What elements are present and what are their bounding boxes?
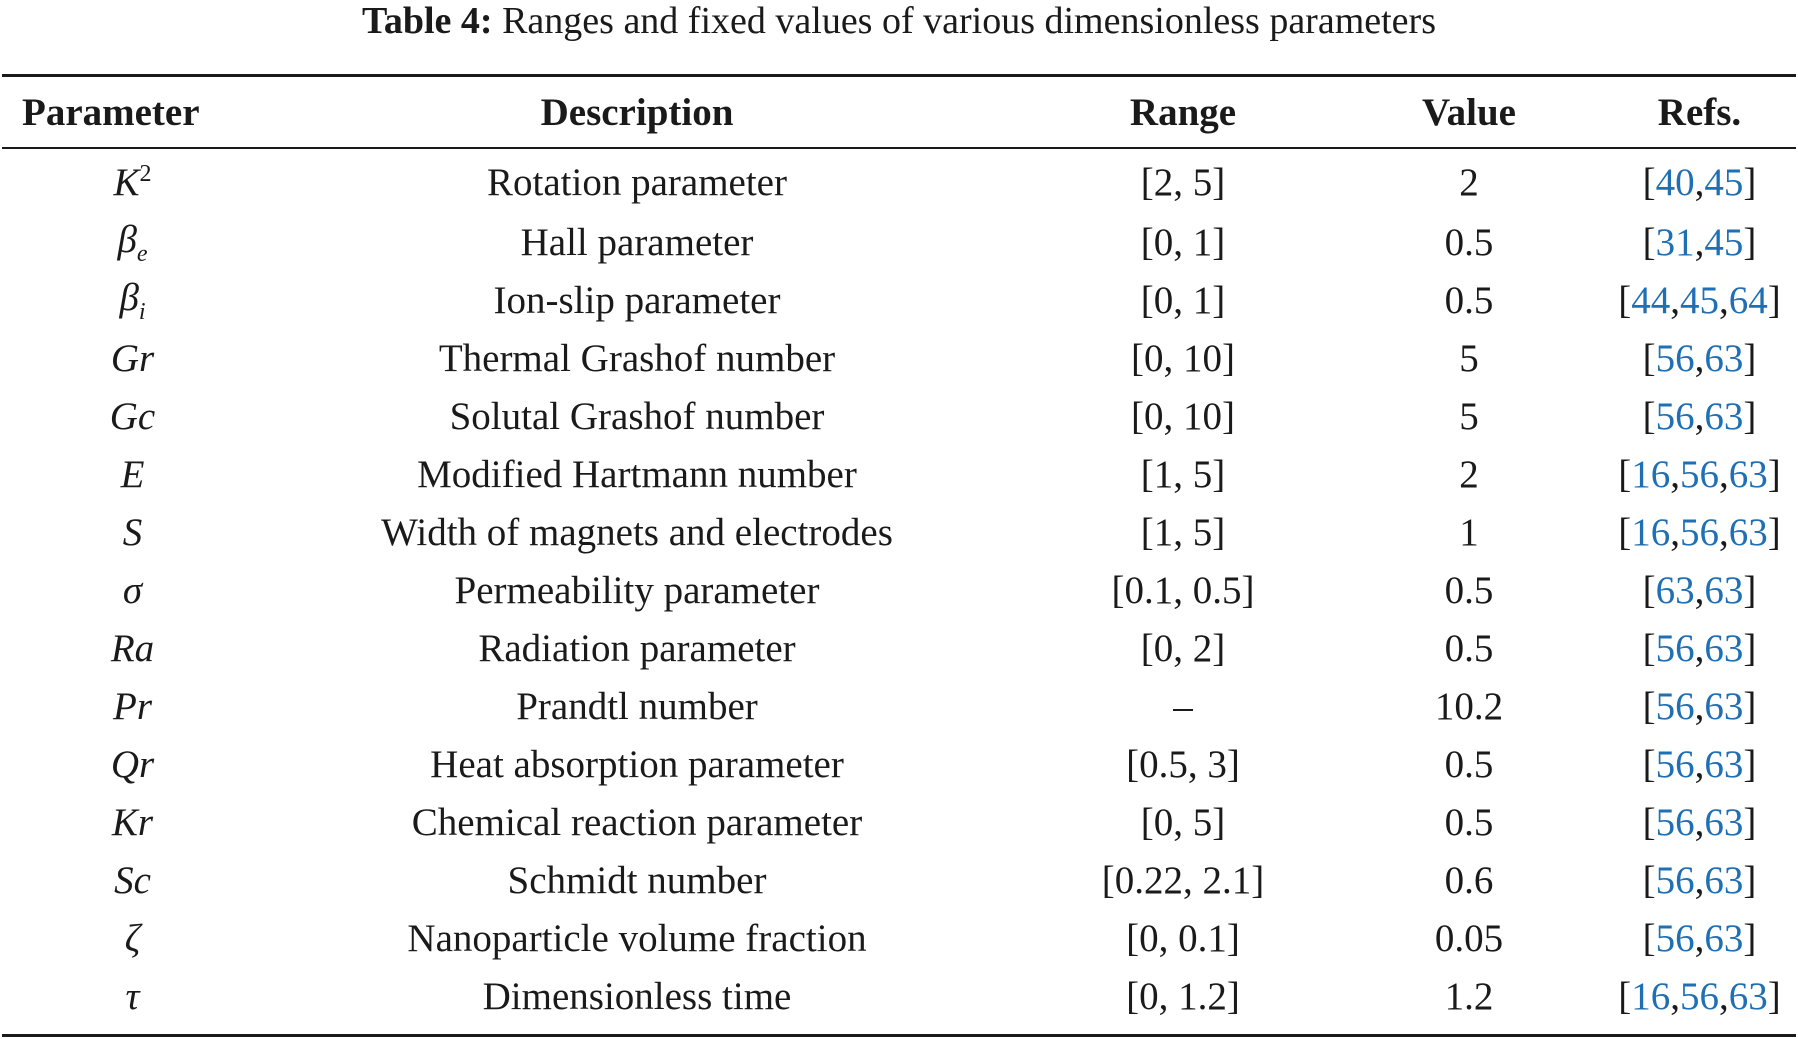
symbol-base: Kr: [111, 800, 154, 844]
citation-link[interactable]: 56: [1680, 974, 1719, 1018]
header-range: Range: [1129, 90, 1237, 134]
citation-link[interactable]: 31: [1655, 220, 1695, 264]
symbol-base: S: [122, 510, 143, 554]
citation-link[interactable]: 63: [1704, 684, 1744, 728]
value-cell: 0.05: [1434, 916, 1504, 960]
parameter-symbol: [2, 561, 263, 619]
citation-link[interactable]: 56: [1655, 742, 1695, 786]
range-cell: [2, 5]: [1140, 160, 1226, 204]
value-cell: 0.5: [1444, 742, 1494, 786]
range-cell: [0, 10]: [1131, 336, 1235, 380]
value-cell: 10.2: [1434, 684, 1504, 728]
range-cell: [0.5, 3]: [1126, 742, 1240, 786]
citation-link[interactable]: 56: [1680, 452, 1719, 496]
range-cell: –: [1173, 684, 1193, 728]
refs-cell: [56,63]: [1642, 742, 1757, 786]
range-cell: [0, 1]: [1140, 278, 1226, 322]
table-row: [2, 387, 1798, 445]
citation-link[interactable]: 63: [1704, 916, 1744, 960]
description-cell: Chemical reaction parameter: [411, 800, 863, 844]
citation-link[interactable]: 63: [1704, 800, 1744, 844]
symbol-base: E: [120, 452, 145, 496]
value-cell: 1: [1459, 510, 1479, 554]
symbol-base: Ra: [110, 626, 155, 670]
refs-cell: [40,45]: [1642, 160, 1757, 204]
symbol-base: Sc: [114, 858, 151, 902]
description-cell: Dimensionless time: [482, 974, 792, 1018]
citation-link[interactable]: 45: [1704, 160, 1744, 204]
table-row: [2, 677, 1798, 735]
refs-cell: [31,45]: [1642, 220, 1757, 264]
citation-link[interactable]: 63: [1655, 568, 1695, 612]
value-cell: 0.5: [1444, 626, 1494, 670]
caption-label: Table 4:: [362, 0, 493, 42]
refs-cell: [56,63]: [1642, 336, 1757, 380]
symbol-subscript: i: [138, 298, 146, 325]
refs-cell: [56,63]: [1642, 626, 1757, 670]
range-cell: [0.1, 0.5]: [1111, 568, 1255, 612]
parameter-symbol: [2, 677, 263, 735]
parameter-symbol: [2, 619, 263, 677]
table-row: [2, 967, 1798, 1025]
table-row: [2, 909, 1798, 967]
table-body: [2, 147, 1798, 1025]
header-description: Description: [540, 90, 734, 134]
value-cell: 2: [1459, 160, 1479, 204]
refs-cell: [16,56,63]: [1618, 510, 1781, 554]
symbol-base: β: [119, 275, 139, 319]
refs-cell: [16,56,63]: [1618, 452, 1781, 496]
value-cell: 1.2: [1444, 974, 1494, 1018]
value-cell: 5: [1459, 394, 1479, 438]
symbol-base: σ: [122, 568, 143, 612]
parameter-symbol: [2, 147, 263, 213]
range-cell: [0, 2]: [1140, 626, 1226, 670]
symbol-base: Gc: [109, 394, 156, 438]
citation-link[interactable]: 16: [1631, 974, 1671, 1018]
range-cell: [0, 5]: [1140, 800, 1226, 844]
header-refs: Refs.: [1657, 90, 1742, 134]
table-row: [2, 147, 1798, 213]
header-row: [2, 77, 1798, 147]
symbol-base: Qr: [110, 742, 155, 786]
citation-link[interactable]: 56: [1655, 858, 1695, 902]
citation-link[interactable]: 45: [1704, 220, 1744, 264]
citation-link[interactable]: 56: [1655, 626, 1695, 670]
parameter-symbol: [2, 851, 263, 909]
citation-link[interactable]: 44: [1631, 278, 1671, 322]
parameter-symbol: [2, 213, 263, 271]
citation-link[interactable]: 56: [1680, 510, 1719, 554]
description-cell: Thermal Grashof number: [438, 336, 836, 380]
citation-link[interactable]: 56: [1655, 800, 1695, 844]
symbol-base: Gr: [110, 336, 155, 380]
value-cell: 0.5: [1444, 568, 1494, 612]
description-cell: Nanoparticle volume fraction: [407, 916, 867, 960]
parameter-symbol: [2, 503, 263, 561]
value-cell: 5: [1459, 336, 1479, 380]
caption-text: Ranges and fixed values of various dimensionless parameters: [502, 0, 1436, 42]
range-cell: [0, 1]: [1140, 220, 1226, 264]
citation-link[interactable]: 16: [1631, 452, 1671, 496]
symbol-base: τ: [125, 974, 140, 1018]
table-row: [2, 445, 1798, 503]
parameter-symbol: [2, 329, 263, 387]
description-cell: Modified Hartmann number: [417, 452, 857, 496]
range-cell: [0, 10]: [1131, 394, 1235, 438]
refs-cell: [56,63]: [1642, 684, 1757, 728]
table-row: [2, 793, 1798, 851]
description-cell: Width of magnets and electrodes: [381, 510, 893, 554]
citation-link[interactable]: 40: [1655, 160, 1695, 204]
refs-cell: [44,45,64]: [1618, 278, 1781, 322]
parameter-symbol: [2, 445, 263, 503]
description-cell: Radiation parameter: [478, 626, 796, 670]
description-cell: Schmidt number: [507, 858, 767, 902]
value-cell: 0.6: [1444, 858, 1494, 902]
citation-link[interactable]: 45: [1680, 278, 1719, 322]
parameter-symbol: [2, 735, 263, 793]
symbol-subscript: e: [136, 240, 148, 267]
refs-cell: [63,63]: [1642, 568, 1757, 612]
table-row: [2, 619, 1798, 677]
citation-link[interactable]: 63: [1704, 858, 1744, 902]
symbol-base: Pr: [113, 684, 152, 728]
refs-cell: [56,63]: [1642, 916, 1757, 960]
description-cell: Hall parameter: [520, 220, 754, 264]
citation-link[interactable]: 63: [1704, 336, 1744, 380]
citation-link[interactable]: 63: [1704, 568, 1744, 612]
table-row: [2, 503, 1798, 561]
citation-link[interactable]: 63: [1704, 626, 1744, 670]
value-cell: 0.5: [1444, 800, 1494, 844]
parameter-symbol: [2, 967, 263, 1025]
range-cell: [0, 1.2]: [1126, 974, 1240, 1018]
citation-link[interactable]: 16: [1631, 510, 1671, 554]
parameters-table: [2, 77, 1798, 1025]
citation-link[interactable]: 63: [1704, 742, 1744, 786]
refs-cell: [56,63]: [1642, 800, 1757, 844]
bottom-rule: [2, 1034, 1796, 1037]
range-cell: [1, 5]: [1140, 510, 1226, 554]
refs-cell: [16,56,63]: [1618, 974, 1781, 1018]
parameter-symbol: [2, 909, 263, 967]
citation-link[interactable]: 63: [1728, 452, 1768, 496]
parameter-symbol: [2, 271, 263, 329]
symbol-base: β: [117, 217, 137, 261]
description-cell: Rotation parameter: [487, 160, 787, 204]
parameter-symbol: [2, 387, 263, 445]
description-cell: Ion-slip parameter: [493, 278, 781, 322]
citation-link[interactable]: 64: [1728, 278, 1768, 322]
table-row: [2, 851, 1798, 909]
range-cell: [0, 0.1]: [1126, 916, 1240, 960]
citation-link[interactable]: 63: [1728, 974, 1768, 1018]
symbol-base: K: [113, 160, 140, 204]
citation-link[interactable]: 56: [1655, 684, 1695, 728]
parameter-symbol: [2, 793, 263, 851]
symbol-base: ζ: [124, 916, 141, 960]
description-cell: Heat absorption parameter: [430, 742, 844, 786]
header-parameter: Parameter: [22, 90, 200, 134]
description-cell: Prandtl number: [516, 684, 758, 728]
refs-cell: [56,63]: [1642, 858, 1757, 902]
description-cell: Solutal Grashof number: [449, 394, 825, 438]
citation-link[interactable]: 56: [1655, 336, 1695, 380]
range-cell: [1, 5]: [1140, 452, 1226, 496]
header-value: Value: [1422, 90, 1516, 134]
citation-link[interactable]: 63: [1704, 394, 1744, 438]
description-cell: Permeability parameter: [454, 568, 820, 612]
value-cell: 0.5: [1444, 220, 1494, 264]
symbol-superscript: 2: [139, 160, 152, 187]
table-row: [2, 561, 1798, 619]
citation-link[interactable]: 56: [1655, 916, 1695, 960]
value-cell: 2: [1459, 452, 1479, 496]
table-row: [2, 329, 1798, 387]
table-row: [2, 213, 1798, 271]
citation-link[interactable]: 63: [1728, 510, 1768, 554]
value-cell: 0.5: [1444, 278, 1494, 322]
refs-cell: [56,63]: [1642, 394, 1757, 438]
range-cell: [0.22, 2.1]: [1101, 858, 1265, 902]
citation-link[interactable]: 56: [1655, 394, 1695, 438]
table-caption: [0, 0, 1798, 42]
table-row: [2, 271, 1798, 329]
table-row: [2, 735, 1798, 793]
